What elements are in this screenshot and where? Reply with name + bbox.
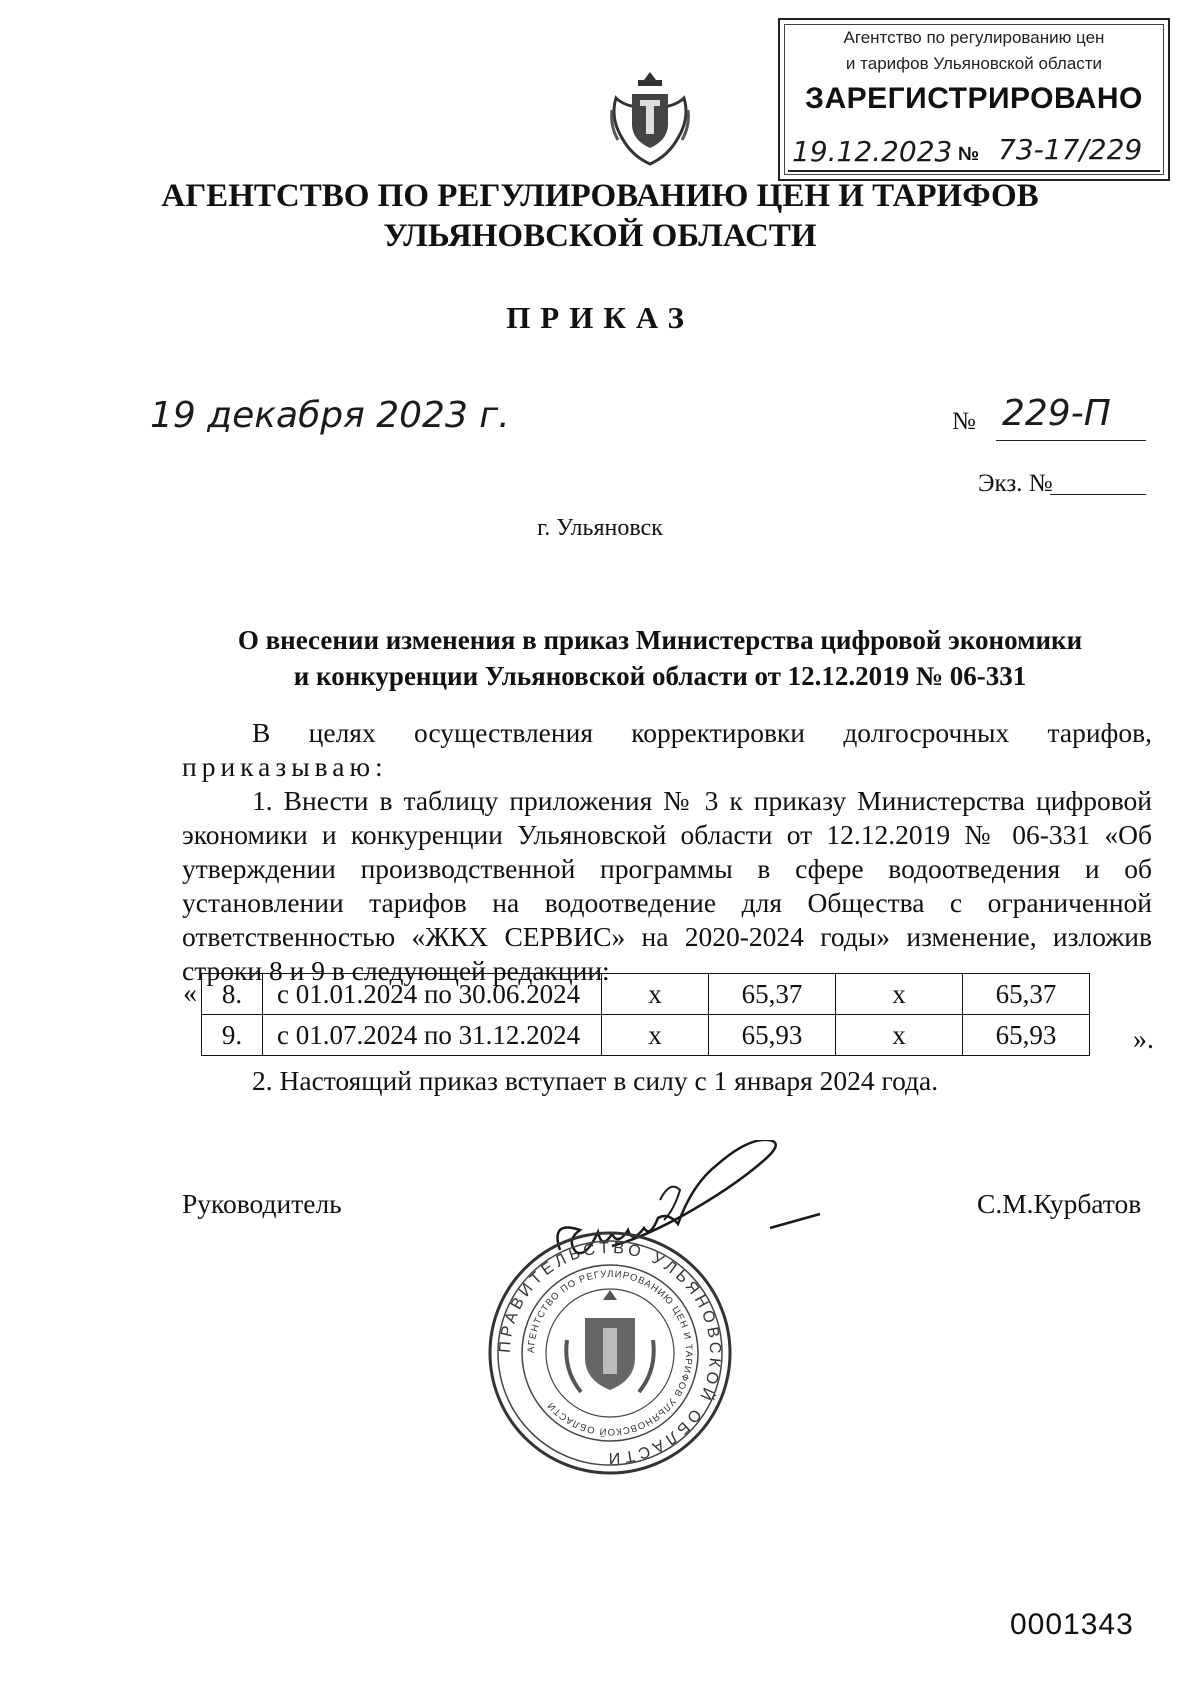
item-1-paragraph: 1. Внести в таблицу приложения № 3 к приказу Министерства цифровой экономики и конкуренции Ульяновской области от 12.12.2019 № 06-331 «Об утверждении производственной программы в сфере водоотведения и об установлении тарифов на водоотведение для Общества с ограниченной ответственностью «ЖКХ СЕРВИС» на 2020-2024 годы» изменение, изложив строки 8 и 9 в следующей редакции:	[182, 785, 1152, 986]
registration-underline	[788, 170, 1160, 172]
order-number-label: №	[952, 408, 976, 435]
table-row	[202, 1015, 1090, 1056]
table-quote-close: ».	[1133, 1024, 1154, 1055]
row-number: 9.	[202, 1015, 263, 1056]
exemplar-label: Экз. №	[978, 470, 1053, 497]
registration-number: 73-17/229	[998, 133, 1143, 166]
agency-name-line2: УЛЬЯНОВСКОЙ ОБЛАСТИ	[383, 218, 817, 254]
coat-of-arms-icon	[608, 70, 692, 166]
tariff-value-cell: 65,93	[963, 1015, 1090, 1056]
official-seal	[485, 1228, 735, 1478]
tariff-value-cell: 65,37	[709, 974, 836, 1015]
exemplar-underline	[1050, 494, 1146, 495]
tariff-value-cell: 65,37	[963, 974, 1090, 1015]
intro-paragraph: В целях осуществления корректировки долгосрочных тарифов,	[252, 717, 1152, 748]
table-cell: х	[836, 1015, 963, 1056]
tariff-value-cell: 65,93	[709, 1015, 836, 1056]
agency-name-line1: АГЕНТСТВО ПО РЕГУЛИРОВАНИЮ ЦЕН И ТАРИФОВ	[161, 178, 1039, 214]
item-2-paragraph: 2. Настоящий приказ вступает в силу с 1 января 2024 года.	[252, 1065, 939, 1096]
tariff-table	[201, 973, 1090, 1056]
registration-stamp-org-line1: Агентство по регулированию цен	[843, 28, 1105, 47]
order-number: 229-П	[1002, 393, 1111, 434]
table-cell: х	[836, 974, 963, 1015]
registration-number-sign: №	[958, 144, 980, 165]
table-cell: х	[602, 1015, 709, 1056]
city: г. Ульяновск	[537, 515, 663, 541]
signatory-title: Руководитель	[182, 1188, 342, 1219]
seal-inner-text: АГЕНТСТВО ПО РЕГУЛИРОВАНИЮ ЦЕН И ТАРИФОВ УЛЬЯНОВСКОЙ ОБЛАСТИ	[525, 1268, 695, 1438]
row-number: 8.	[202, 974, 263, 1015]
table-row	[202, 974, 1090, 1015]
period-cell: с 01.07.2024 по 31.12.2024	[263, 1015, 602, 1056]
table-quote-open: «	[183, 978, 197, 1009]
order-subject-line1: О внесении изменения в приказ Министерства цифровой экономики	[237, 625, 1083, 655]
orders-word: приказываю:	[182, 751, 388, 782]
signatory-name: С.М.Курбатов	[977, 1188, 1142, 1219]
period-cell: с 01.01.2024 по 30.06.2024	[263, 974, 602, 1015]
order-number-underline	[996, 440, 1146, 441]
registration-status: ЗАРЕГИСТРИРОВАНО	[805, 82, 1143, 115]
registration-stamp-org-line2: и тарифов Ульяновской области	[845, 54, 1103, 73]
order-subject-line2: и конкуренции Ульяновской области от 12.12.2019 № 06-331	[293, 661, 1027, 691]
document-serial-number: 0001343	[1010, 1608, 1134, 1641]
seal-ring-text: ПРАВИТЕЛЬСТВО УЛЬЯНОВСКОЙ ОБЛАСТИ	[496, 1239, 724, 1467]
order-date: 19 декабря 2023 г.	[150, 395, 510, 436]
table-cell: х	[602, 974, 709, 1015]
document-type: ПРИКАЗ	[506, 300, 694, 335]
registration-stamp	[778, 18, 1170, 181]
registration-date: 19.12.2023	[792, 135, 953, 168]
order-subject	[0, 622, 1200, 694]
